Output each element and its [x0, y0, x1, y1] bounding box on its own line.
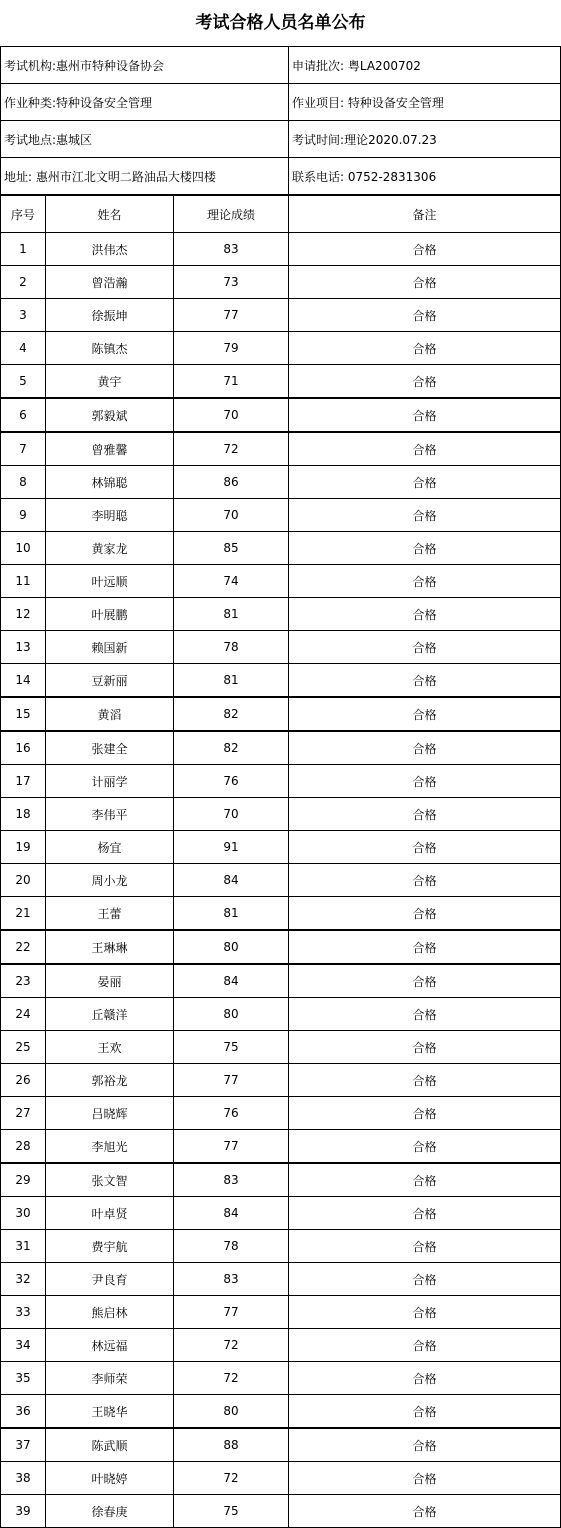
cell-remark: 合格: [289, 964, 561, 998]
cell-no: 21: [1, 897, 46, 931]
cell-name: 徐振坤: [46, 299, 174, 332]
table-row: [1, 598, 561, 631]
cell-no: 5: [1, 365, 46, 399]
table-row: [1, 1263, 561, 1296]
cell-remark: 合格: [289, 1362, 561, 1395]
cell-name: 黄滔: [46, 697, 174, 731]
cell-score: 77: [174, 1130, 289, 1164]
cell-remark: 合格: [289, 631, 561, 664]
cell-no: 2: [1, 266, 46, 299]
cell-name: 王晓华: [46, 1395, 174, 1429]
cell-no: 19: [1, 831, 46, 864]
cell-remark: 合格: [289, 532, 561, 565]
job-type: 作业种类:特种设备安全管理: [1, 84, 289, 121]
cell-name: 陈武顺: [46, 1428, 174, 1462]
cell-name: 黄家龙: [46, 532, 174, 565]
table-row: [1, 631, 561, 664]
cell-remark: 合格: [289, 398, 561, 432]
job-item: 作业项目: 特种设备安全管理: [289, 84, 561, 121]
table-row: [1, 864, 561, 897]
table-row: [1, 930, 561, 964]
cell-name: 王琳琳: [46, 930, 174, 964]
cell-name: 豆新丽: [46, 664, 174, 698]
exam-org: 考试机构:惠州市特种设备协会: [1, 47, 289, 84]
cell-no: 16: [1, 731, 46, 765]
cell-no: 22: [1, 930, 46, 964]
cell-score: 83: [174, 233, 289, 266]
table-row: [1, 1495, 561, 1528]
cell-no: 24: [1, 998, 46, 1031]
cell-score: 91: [174, 831, 289, 864]
cell-remark: 合格: [289, 998, 561, 1031]
cell-score: 75: [174, 1031, 289, 1064]
table-row: [1, 1230, 561, 1263]
cell-score: 80: [174, 1395, 289, 1429]
cell-name: 郭毅斌: [46, 398, 174, 432]
cell-remark: 合格: [289, 664, 561, 698]
cell-no: 33: [1, 1296, 46, 1329]
cell-name: 李师荣: [46, 1362, 174, 1395]
cell-remark: 合格: [289, 1329, 561, 1362]
cell-remark: 合格: [289, 765, 561, 798]
cell-no: 10: [1, 532, 46, 565]
cell-name: 李明聪: [46, 499, 174, 532]
table-row: [1, 365, 561, 399]
cell-remark: 合格: [289, 466, 561, 499]
cell-name: 张文智: [46, 1163, 174, 1197]
cell-no: 26: [1, 1064, 46, 1097]
cell-name: 杨宜: [46, 831, 174, 864]
cell-score: 80: [174, 998, 289, 1031]
table-row: [1, 697, 561, 731]
cell-no: 18: [1, 798, 46, 831]
cell-remark: 合格: [289, 1495, 561, 1528]
table-row: [1, 1163, 561, 1197]
cell-score: 81: [174, 897, 289, 931]
cell-score: 73: [174, 266, 289, 299]
table-row: [1, 499, 561, 532]
cell-score: 70: [174, 798, 289, 831]
column-header-no: 序号: [1, 195, 46, 233]
cell-no: 17: [1, 765, 46, 798]
cell-remark: 合格: [289, 1163, 561, 1197]
cell-name: 陈镇杰: [46, 332, 174, 365]
cell-remark: 合格: [289, 598, 561, 631]
cell-no: 31: [1, 1230, 46, 1263]
cell-score: 88: [174, 1428, 289, 1462]
cell-score: 77: [174, 1064, 289, 1097]
cell-no: 28: [1, 1130, 46, 1164]
cell-no: 34: [1, 1329, 46, 1362]
cell-score: 72: [174, 1362, 289, 1395]
cell-name: 吕晓辉: [46, 1097, 174, 1130]
cell-remark: 合格: [289, 1031, 561, 1064]
cell-remark: 合格: [289, 1130, 561, 1164]
cell-remark: 合格: [289, 499, 561, 532]
cell-score: 77: [174, 1296, 289, 1329]
table-row: [1, 1428, 561, 1462]
cell-score: 86: [174, 466, 289, 499]
exam-location: 考试地点:惠城区: [1, 121, 289, 158]
cell-score: 78: [174, 631, 289, 664]
cell-score: 81: [174, 664, 289, 698]
cell-score: 83: [174, 1263, 289, 1296]
cell-score: 71: [174, 365, 289, 399]
cell-name: 曾浩瀚: [46, 266, 174, 299]
cell-remark: 合格: [289, 1064, 561, 1097]
cell-remark: 合格: [289, 731, 561, 765]
cell-remark: 合格: [289, 1097, 561, 1130]
cell-remark: 合格: [289, 1428, 561, 1462]
exam-time: 考试时间:理论2020.07.23: [289, 121, 561, 158]
cell-remark: 合格: [289, 332, 561, 365]
cell-remark: 合格: [289, 365, 561, 399]
cell-score: 84: [174, 864, 289, 897]
table-row: [1, 831, 561, 864]
table-row: [1, 765, 561, 798]
cell-name: 林锦聪: [46, 466, 174, 499]
cell-remark: 合格: [289, 697, 561, 731]
cell-no: 36: [1, 1395, 46, 1429]
cell-score: 74: [174, 565, 289, 598]
cell-name: 叶晓婷: [46, 1462, 174, 1495]
cell-score: 72: [174, 1462, 289, 1495]
table-row: [1, 1462, 561, 1495]
column-header-remark: 备注: [289, 195, 561, 233]
cell-remark: 合格: [289, 266, 561, 299]
cell-score: 72: [174, 1329, 289, 1362]
cell-remark: 合格: [289, 233, 561, 266]
cell-name: 晏丽: [46, 964, 174, 998]
table-header-row: [1, 195, 561, 233]
cell-name: 周小龙: [46, 864, 174, 897]
cell-name: 熊启林: [46, 1296, 174, 1329]
cell-name: 赖国新: [46, 631, 174, 664]
table-row: [1, 1296, 561, 1329]
table-row: [1, 897, 561, 931]
cell-remark: 合格: [289, 1230, 561, 1263]
cell-name: 王欢: [46, 1031, 174, 1064]
cell-remark: 合格: [289, 1462, 561, 1495]
cell-no: 9: [1, 499, 46, 532]
table-row: [1, 1362, 561, 1395]
table-row: [1, 1395, 561, 1429]
cell-name: 叶卓贤: [46, 1197, 174, 1230]
cell-no: 8: [1, 466, 46, 499]
cell-name: 计丽学: [46, 765, 174, 798]
cell-remark: 合格: [289, 831, 561, 864]
cell-no: 14: [1, 664, 46, 698]
cell-name: 徐春庚: [46, 1495, 174, 1528]
cell-remark: 合格: [289, 1395, 561, 1429]
cell-score: 83: [174, 1163, 289, 1197]
cell-score: 85: [174, 532, 289, 565]
column-header-score: 理论成绩: [174, 195, 289, 233]
address: 地址: 惠州市江北文明二路油品大楼四楼: [1, 158, 289, 196]
cell-no: 4: [1, 332, 46, 365]
cell-name: 王蕾: [46, 897, 174, 931]
table-row: [1, 266, 561, 299]
cell-remark: 合格: [289, 1197, 561, 1230]
cell-score: 82: [174, 697, 289, 731]
table-row: [1, 664, 561, 698]
cell-no: 1: [1, 233, 46, 266]
cell-remark: 合格: [289, 565, 561, 598]
cell-score: 75: [174, 1495, 289, 1528]
table-row: [1, 332, 561, 365]
cell-name: 张建全: [46, 731, 174, 765]
cell-score: 84: [174, 1197, 289, 1230]
cell-remark: 合格: [289, 897, 561, 931]
table-row: [1, 1097, 561, 1130]
cell-name: 尹良育: [46, 1263, 174, 1296]
cell-no: 13: [1, 631, 46, 664]
table-row: [1, 565, 561, 598]
cell-no: 37: [1, 1428, 46, 1462]
table-body: [1, 233, 561, 1528]
cell-no: 15: [1, 697, 46, 731]
cell-name: 洪伟杰: [46, 233, 174, 266]
cell-name: 叶远顺: [46, 565, 174, 598]
table-row: [1, 1130, 561, 1164]
cell-no: 20: [1, 864, 46, 897]
cell-name: 丘赣洋: [46, 998, 174, 1031]
cell-score: 82: [174, 731, 289, 765]
cell-name: 李伟平: [46, 798, 174, 831]
cell-remark: 合格: [289, 299, 561, 332]
cell-name: 黄宇: [46, 365, 174, 399]
cell-score: 78: [174, 1230, 289, 1263]
cell-remark: 合格: [289, 864, 561, 897]
contact-phone: 联系电话: 0752-2831306: [289, 158, 561, 196]
cell-score: 79: [174, 332, 289, 365]
cell-score: 70: [174, 398, 289, 432]
cell-no: 23: [1, 964, 46, 998]
cell-no: 38: [1, 1462, 46, 1495]
cell-remark: 合格: [289, 432, 561, 466]
cell-name: 费宇航: [46, 1230, 174, 1263]
cell-no: 11: [1, 565, 46, 598]
cell-score: 80: [174, 930, 289, 964]
table-row: [1, 998, 561, 1031]
cell-name: 曾雅馨: [46, 432, 174, 466]
cell-remark: 合格: [289, 1296, 561, 1329]
exam-info-section: [1, 47, 561, 196]
cell-score: 76: [174, 765, 289, 798]
cell-score: 70: [174, 499, 289, 532]
table-row: [1, 731, 561, 765]
cell-no: 35: [1, 1362, 46, 1395]
cell-no: 25: [1, 1031, 46, 1064]
table-row: [1, 1329, 561, 1362]
cell-no: 7: [1, 432, 46, 466]
cell-no: 6: [1, 398, 46, 432]
table-row: [1, 798, 561, 831]
table-row: [1, 1064, 561, 1097]
table-row: [1, 432, 561, 466]
cell-score: 84: [174, 964, 289, 998]
cell-score: 77: [174, 299, 289, 332]
cell-no: 27: [1, 1097, 46, 1130]
table-row: [1, 964, 561, 998]
cell-name: 郭裕龙: [46, 1064, 174, 1097]
column-header-name: 姓名: [46, 195, 174, 233]
cell-no: 29: [1, 1163, 46, 1197]
cell-remark: 合格: [289, 1263, 561, 1296]
cell-no: 3: [1, 299, 46, 332]
page-title: 考试合格人员名单公布: [195, 13, 366, 33]
table-row: [1, 466, 561, 499]
results-table: [0, 46, 561, 1528]
cell-no: 12: [1, 598, 46, 631]
cell-score: 76: [174, 1097, 289, 1130]
exam-batch: 申请批次: 粤LA200702: [289, 47, 561, 84]
table-row: [1, 299, 561, 332]
cell-name: 林远福: [46, 1329, 174, 1362]
table-row: [1, 1197, 561, 1230]
cell-name: 叶展鹏: [46, 598, 174, 631]
cell-score: 81: [174, 598, 289, 631]
table-row: [1, 532, 561, 565]
cell-remark: 合格: [289, 930, 561, 964]
table-row: [1, 398, 561, 432]
cell-no: 39: [1, 1495, 46, 1528]
cell-no: 32: [1, 1263, 46, 1296]
table-row: [1, 1031, 561, 1064]
cell-no: 30: [1, 1197, 46, 1230]
cell-name: 李旭光: [46, 1130, 174, 1164]
table-row: [1, 233, 561, 266]
cell-score: 72: [174, 432, 289, 466]
cell-remark: 合格: [289, 798, 561, 831]
